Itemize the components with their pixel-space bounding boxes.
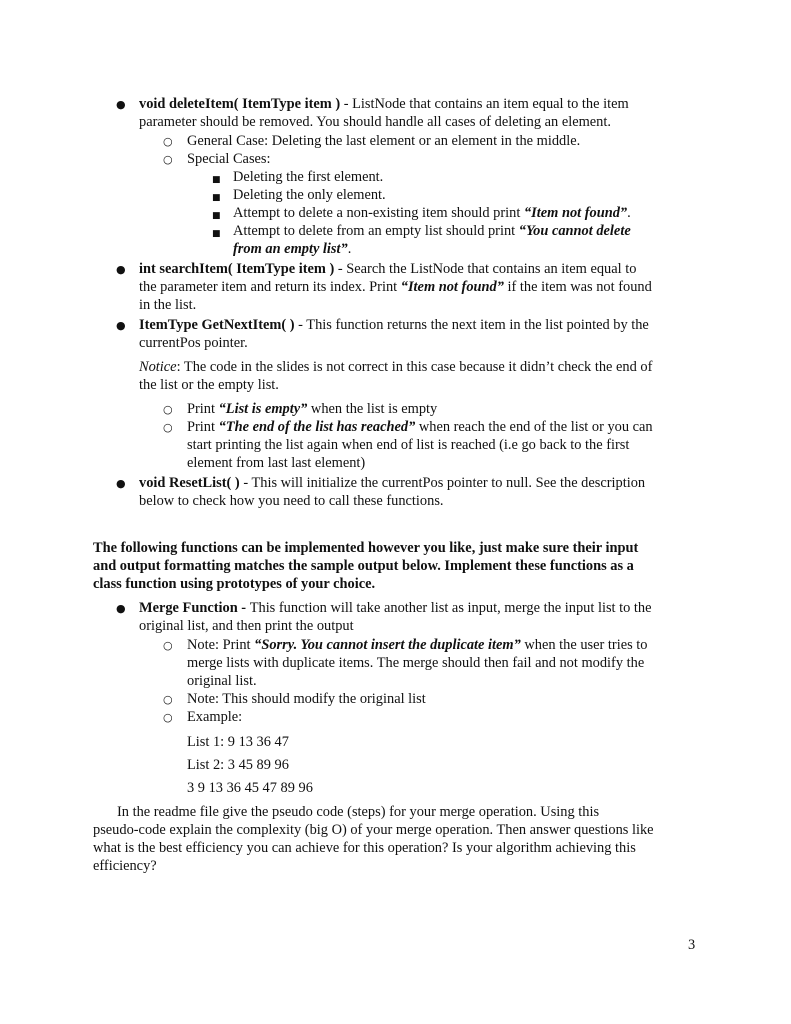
merge-list-1: List 1: 9 13 36 47 bbox=[187, 734, 289, 750]
end-of-list-text bbox=[187, 418, 653, 436]
merge-note-1 bbox=[187, 636, 648, 654]
search-item-msg: “Item not found” bbox=[400, 279, 504, 295]
merge-line-1 bbox=[139, 599, 652, 617]
end-of-list-pre: Print bbox=[187, 419, 219, 435]
sc-only-text: Deleting the only element. bbox=[233, 187, 386, 203]
merge-note-1-msg: “Sorry. You cannot insert the duplicate item” bbox=[254, 637, 521, 653]
readme-line-2: pseudo-code explain the complexity (big O) of your merge operation. Then answer questions like bbox=[93, 822, 654, 838]
sc-empty-msg-1: “You cannot delete bbox=[518, 223, 631, 239]
sc-empty-text bbox=[233, 222, 631, 240]
notice-text-1: : The code in the slides is not correct in this case because it didn’t check the end of bbox=[176, 359, 653, 375]
bullet-sc-first: ■ bbox=[212, 175, 221, 185]
sc-nonexist-pre: Attempt to delete a non-existing item should print bbox=[233, 205, 524, 221]
intro-line-1: The following functions can be implemented however you like, just make sure their input bbox=[93, 540, 639, 556]
delete-item-desc-1: - ListNode that contains an item equal to the item bbox=[340, 96, 629, 112]
sc-nonexist-text bbox=[233, 204, 631, 222]
search-item-signature: int searchItem( ItemType item ) bbox=[139, 261, 335, 277]
general-case-text: General Case: Deleting the last element or an element in the middle. bbox=[187, 133, 581, 149]
bullet-merge-note-2: ○ bbox=[163, 693, 173, 706]
search-item-line-1 bbox=[139, 260, 636, 278]
list-empty-text bbox=[187, 400, 437, 418]
merge-note-2: Note: This should modify the original list bbox=[187, 691, 426, 707]
list-empty-pre: Print bbox=[187, 401, 219, 417]
bullet-merge-note-1: ○ bbox=[163, 639, 173, 652]
bullet-search-item: ● bbox=[116, 263, 126, 276]
readme-line-4: efficiency? bbox=[93, 858, 157, 874]
sc-nonexist-msg: “Item not found” bbox=[523, 205, 628, 221]
readme-line-3: what is the best efficiency you can achieve for this operation? Is your algorithm achieving this bbox=[93, 840, 636, 856]
merge-example-label: Example: bbox=[187, 709, 243, 725]
reset-list-line-1 bbox=[139, 474, 645, 492]
end-of-list-line-2: start printing the list again when end of list is reached (i.e go back to the first bbox=[187, 437, 630, 453]
merge-title: Merge Function - bbox=[139, 600, 250, 616]
bullet-sc-only: ■ bbox=[212, 193, 221, 203]
bullet-general-case: ○ bbox=[163, 135, 173, 148]
bullet-end-of-list: ○ bbox=[163, 421, 173, 434]
merge-desc-1: This function will take another list as input, merge the input list to the bbox=[249, 600, 652, 616]
search-item-desc-1: - Search the ListNode that contains an item equal to bbox=[334, 261, 637, 277]
bullet-special-cases: ○ bbox=[163, 153, 173, 166]
sc-empty-post: . bbox=[347, 241, 352, 257]
special-cases-text: Special Cases: bbox=[187, 151, 271, 167]
end-of-list-msg: “The end of the list has reached” bbox=[218, 419, 416, 435]
intro-line-3: class function using prototypes of your choice. bbox=[93, 576, 376, 592]
bullet-reset-list: ● bbox=[116, 477, 126, 490]
sc-empty-pre: Attempt to delete from an empty list should print bbox=[233, 223, 519, 239]
page-number: 3 bbox=[688, 937, 696, 953]
reset-list-signature: void ResetList( ) bbox=[139, 475, 240, 491]
sc-empty-text-2 bbox=[233, 240, 351, 258]
sc-empty-msg-2: from an empty list” bbox=[233, 241, 348, 257]
reset-list-desc-1: - This will initialize the currentPos pointer to null. See the description bbox=[239, 475, 646, 491]
bullet-delete-item: ● bbox=[116, 98, 126, 111]
get-next-line-2: currentPos pointer. bbox=[139, 335, 248, 351]
get-next-line-1 bbox=[139, 316, 649, 334]
merge-note-1-pre: Note: Print bbox=[187, 637, 255, 653]
merge-note-1-line-2: merge lists with duplicate items. The merge should then fail and not modify the bbox=[187, 655, 645, 671]
bullet-get-next: ● bbox=[116, 319, 126, 332]
bullet-list-empty: ○ bbox=[163, 403, 173, 416]
merge-note-1-line-3: original list. bbox=[187, 673, 257, 689]
end-of-list-line-3: element from last last element) bbox=[187, 455, 366, 471]
bullet-merge-example: ○ bbox=[163, 711, 173, 724]
merge-result: 3 9 13 36 45 47 89 96 bbox=[187, 780, 313, 796]
intro-line-2: and output formatting matches the sample output below. Implement these functions as a bbox=[93, 558, 634, 574]
delete-item-signature: void deleteItem( ItemType item ) bbox=[139, 96, 341, 112]
notice-line-2: the list or the empty list. bbox=[139, 377, 279, 393]
notice-label: Notice bbox=[139, 359, 177, 375]
notice-line-1 bbox=[139, 358, 652, 376]
end-of-list-post: when reach the end of the list or you can bbox=[415, 419, 653, 435]
delete-item-line-2: parameter should be removed. You should handle all cases of deleting an element. bbox=[139, 114, 611, 130]
readme-line-1: In the readme file give the pseudo code (steps) for your merge operation. Using this bbox=[117, 804, 600, 820]
search-item-desc-2-pre: the parameter item and return its index. Print bbox=[139, 279, 401, 295]
list-empty-msg: “List is empty” bbox=[218, 401, 308, 417]
bullet-merge: ● bbox=[116, 602, 126, 615]
delete-item-line-1 bbox=[139, 95, 629, 113]
merge-line-2: original list, and then print the output bbox=[139, 618, 354, 634]
get-next-desc-1: - This function returns the next item in the list pointed by the bbox=[294, 317, 649, 333]
sc-first-text: Deleting the first element. bbox=[233, 169, 384, 185]
merge-note-1-post: when the user tries to bbox=[520, 637, 648, 653]
search-item-desc-2-post: if the item was not found bbox=[503, 279, 652, 295]
bullet-sc-nonexist: ■ bbox=[212, 211, 221, 221]
search-item-line-2 bbox=[139, 278, 652, 296]
bullet-sc-empty: ■ bbox=[212, 229, 221, 239]
sc-nonexist-post: . bbox=[627, 205, 631, 221]
get-next-signature: ItemType GetNextItem( ) bbox=[139, 317, 295, 333]
merge-list-2: List 2: 3 45 89 96 bbox=[187, 757, 289, 773]
list-empty-post: when the list is empty bbox=[307, 401, 438, 417]
search-item-line-3: in the list. bbox=[139, 297, 197, 313]
reset-list-line-2: below to check how you need to call these functions. bbox=[139, 493, 444, 509]
